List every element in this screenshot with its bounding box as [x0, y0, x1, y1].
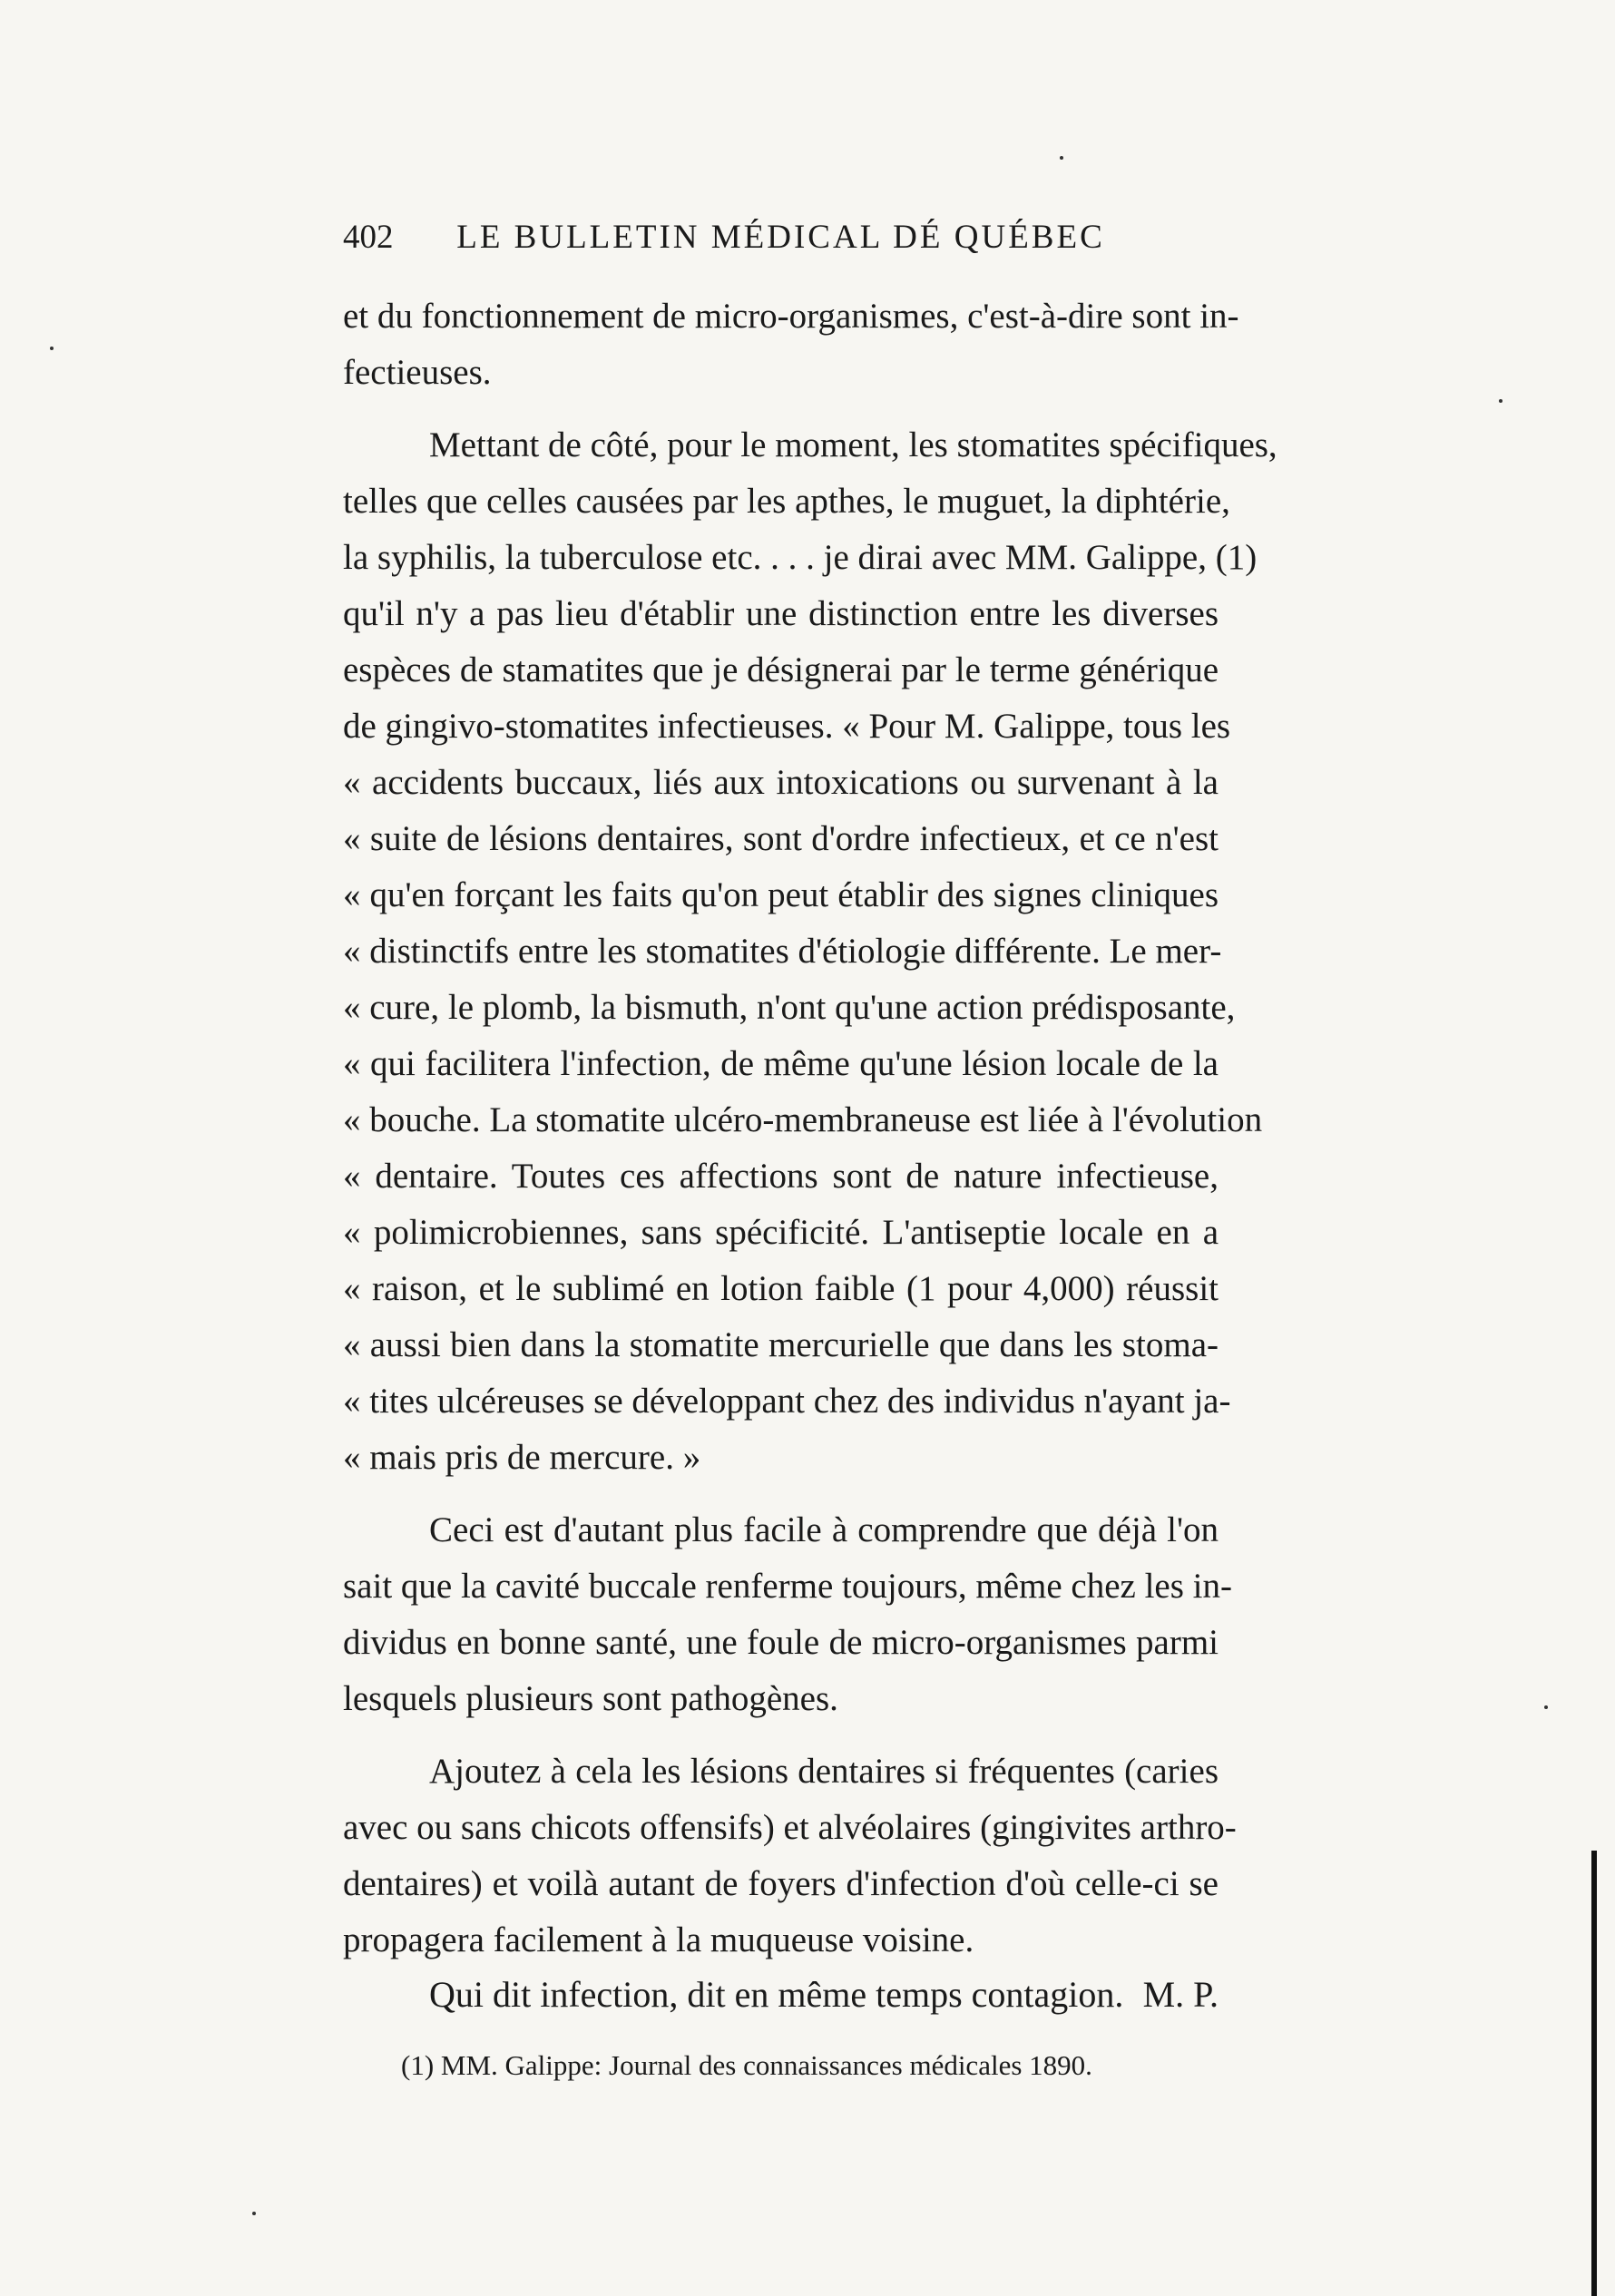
footnote: (1) MM. Galippe: Journal des connaissances médicales 1890.	[401, 2049, 1092, 2081]
text-line: sait que la cavité buccale renferme toujours, même chez les in-	[343, 1567, 1232, 1606]
scan-speck	[50, 347, 54, 350]
text-line: qu'il n'y a pas lieu d'établir une distinction entre les diverses	[343, 594, 1219, 633]
text-line: « polimicrobiennes, sans spécificité. L'antiseptie locale en a	[343, 1213, 1219, 1252]
text-line: la syphilis, la tuberculose etc. . . . je dirai avec MM. Galippe, (1)	[343, 538, 1258, 577]
closing-text: Qui dit infection, dit en même temps contagion.	[429, 1974, 1124, 2015]
text-line: propagera facilement à la muqueuse voisine.	[343, 1920, 974, 1959]
text-line: « tites ulcéreuses se développant chez des individus n'ayant ja-	[343, 1382, 1231, 1421]
running-title: LE BULLETIN MÉDICAL DÉ QUÉBEC	[456, 219, 1105, 256]
text-line: « distinctifs entre les stomatites d'étiologie différente. Le mer-	[343, 932, 1222, 971]
text-line: « bouche. La stomatite ulcéro-membraneuse est liée à l'évolution	[343, 1100, 1263, 1139]
scan-edge-shadow	[1591, 1851, 1597, 2296]
text-line: Mettant de côté, pour le moment, les stomatites spécifiques,	[429, 425, 1277, 464]
text-line: avec ou sans chicots offensifs) et alvéolaires (gingivites arthro-	[343, 1808, 1237, 1847]
scan-speck	[1499, 399, 1502, 403]
text-line: « cure, le plomb, la bismuth, n'ont qu'une action prédisposante,	[343, 988, 1236, 1027]
scan-speck	[252, 2212, 256, 2215]
text-line: lesquels plusieurs sont pathogènes.	[343, 1679, 838, 1718]
article-body	[343, 288, 1277, 1969]
text-line: espèces de stamatites que je désignerai par le terme générique	[343, 650, 1219, 689]
text-line: « accidents buccaux, liés aux intoxications ou survenant à la	[343, 763, 1219, 802]
text-line: telles que celles causées par les apthes, le muguet, la diphtérie,	[343, 482, 1230, 521]
paragraph-3	[343, 1502, 1232, 1727]
text-line: « mais pris de mercure. »	[343, 1438, 701, 1477]
text-line: dividus en bonne santé, une foule de micro-organismes parmi	[343, 1623, 1219, 1662]
text-line: « suite de lésions dentaires, sont d'ordre infectieux, et ce n'est	[343, 819, 1219, 858]
paragraph-4	[343, 1744, 1237, 1969]
text-line: « qu'en forçant les faits qu'on peut établir des signes cliniques	[343, 875, 1219, 914]
text-line: dentaires) et voilà autant de foyers d'infection d'où celle-ci se	[343, 1864, 1219, 1903]
page-number: 402	[343, 219, 394, 256]
text-line: Ajoutez à cela les lésions dentaires si fréquentes (caries	[429, 1752, 1219, 1791]
text-line: fectieuses.	[343, 353, 492, 392]
scan-speck	[1060, 156, 1063, 160]
text-line: « qui facilitera l'infection, de même qu'une lésion locale de la	[343, 1044, 1219, 1083]
paragraph-1	[343, 288, 1239, 401]
text-line: de gingivo-stomatites infectieuses. « Pour M. Galippe, tous les	[343, 707, 1231, 746]
text-line: « raison, et le sublimé en lotion faible (1 pour 4,000) réussit	[343, 1269, 1219, 1308]
text-line: et du fonctionnement de micro-organismes, c'est-à-dire sont in-	[343, 297, 1239, 336]
paragraph-2	[343, 417, 1277, 1486]
text-line: « dentaire. Toutes ces affections sont de nature infectieuse,	[343, 1157, 1219, 1196]
author-signature: M. P.	[1142, 1974, 1219, 2015]
scan-speck	[1544, 1705, 1548, 1709]
text-line: Ceci est d'autant plus facile à comprendre que déjà l'on	[429, 1510, 1219, 1549]
text-line: « aussi bien dans la stomatite mercurielle que dans les stoma-	[343, 1325, 1219, 1364]
